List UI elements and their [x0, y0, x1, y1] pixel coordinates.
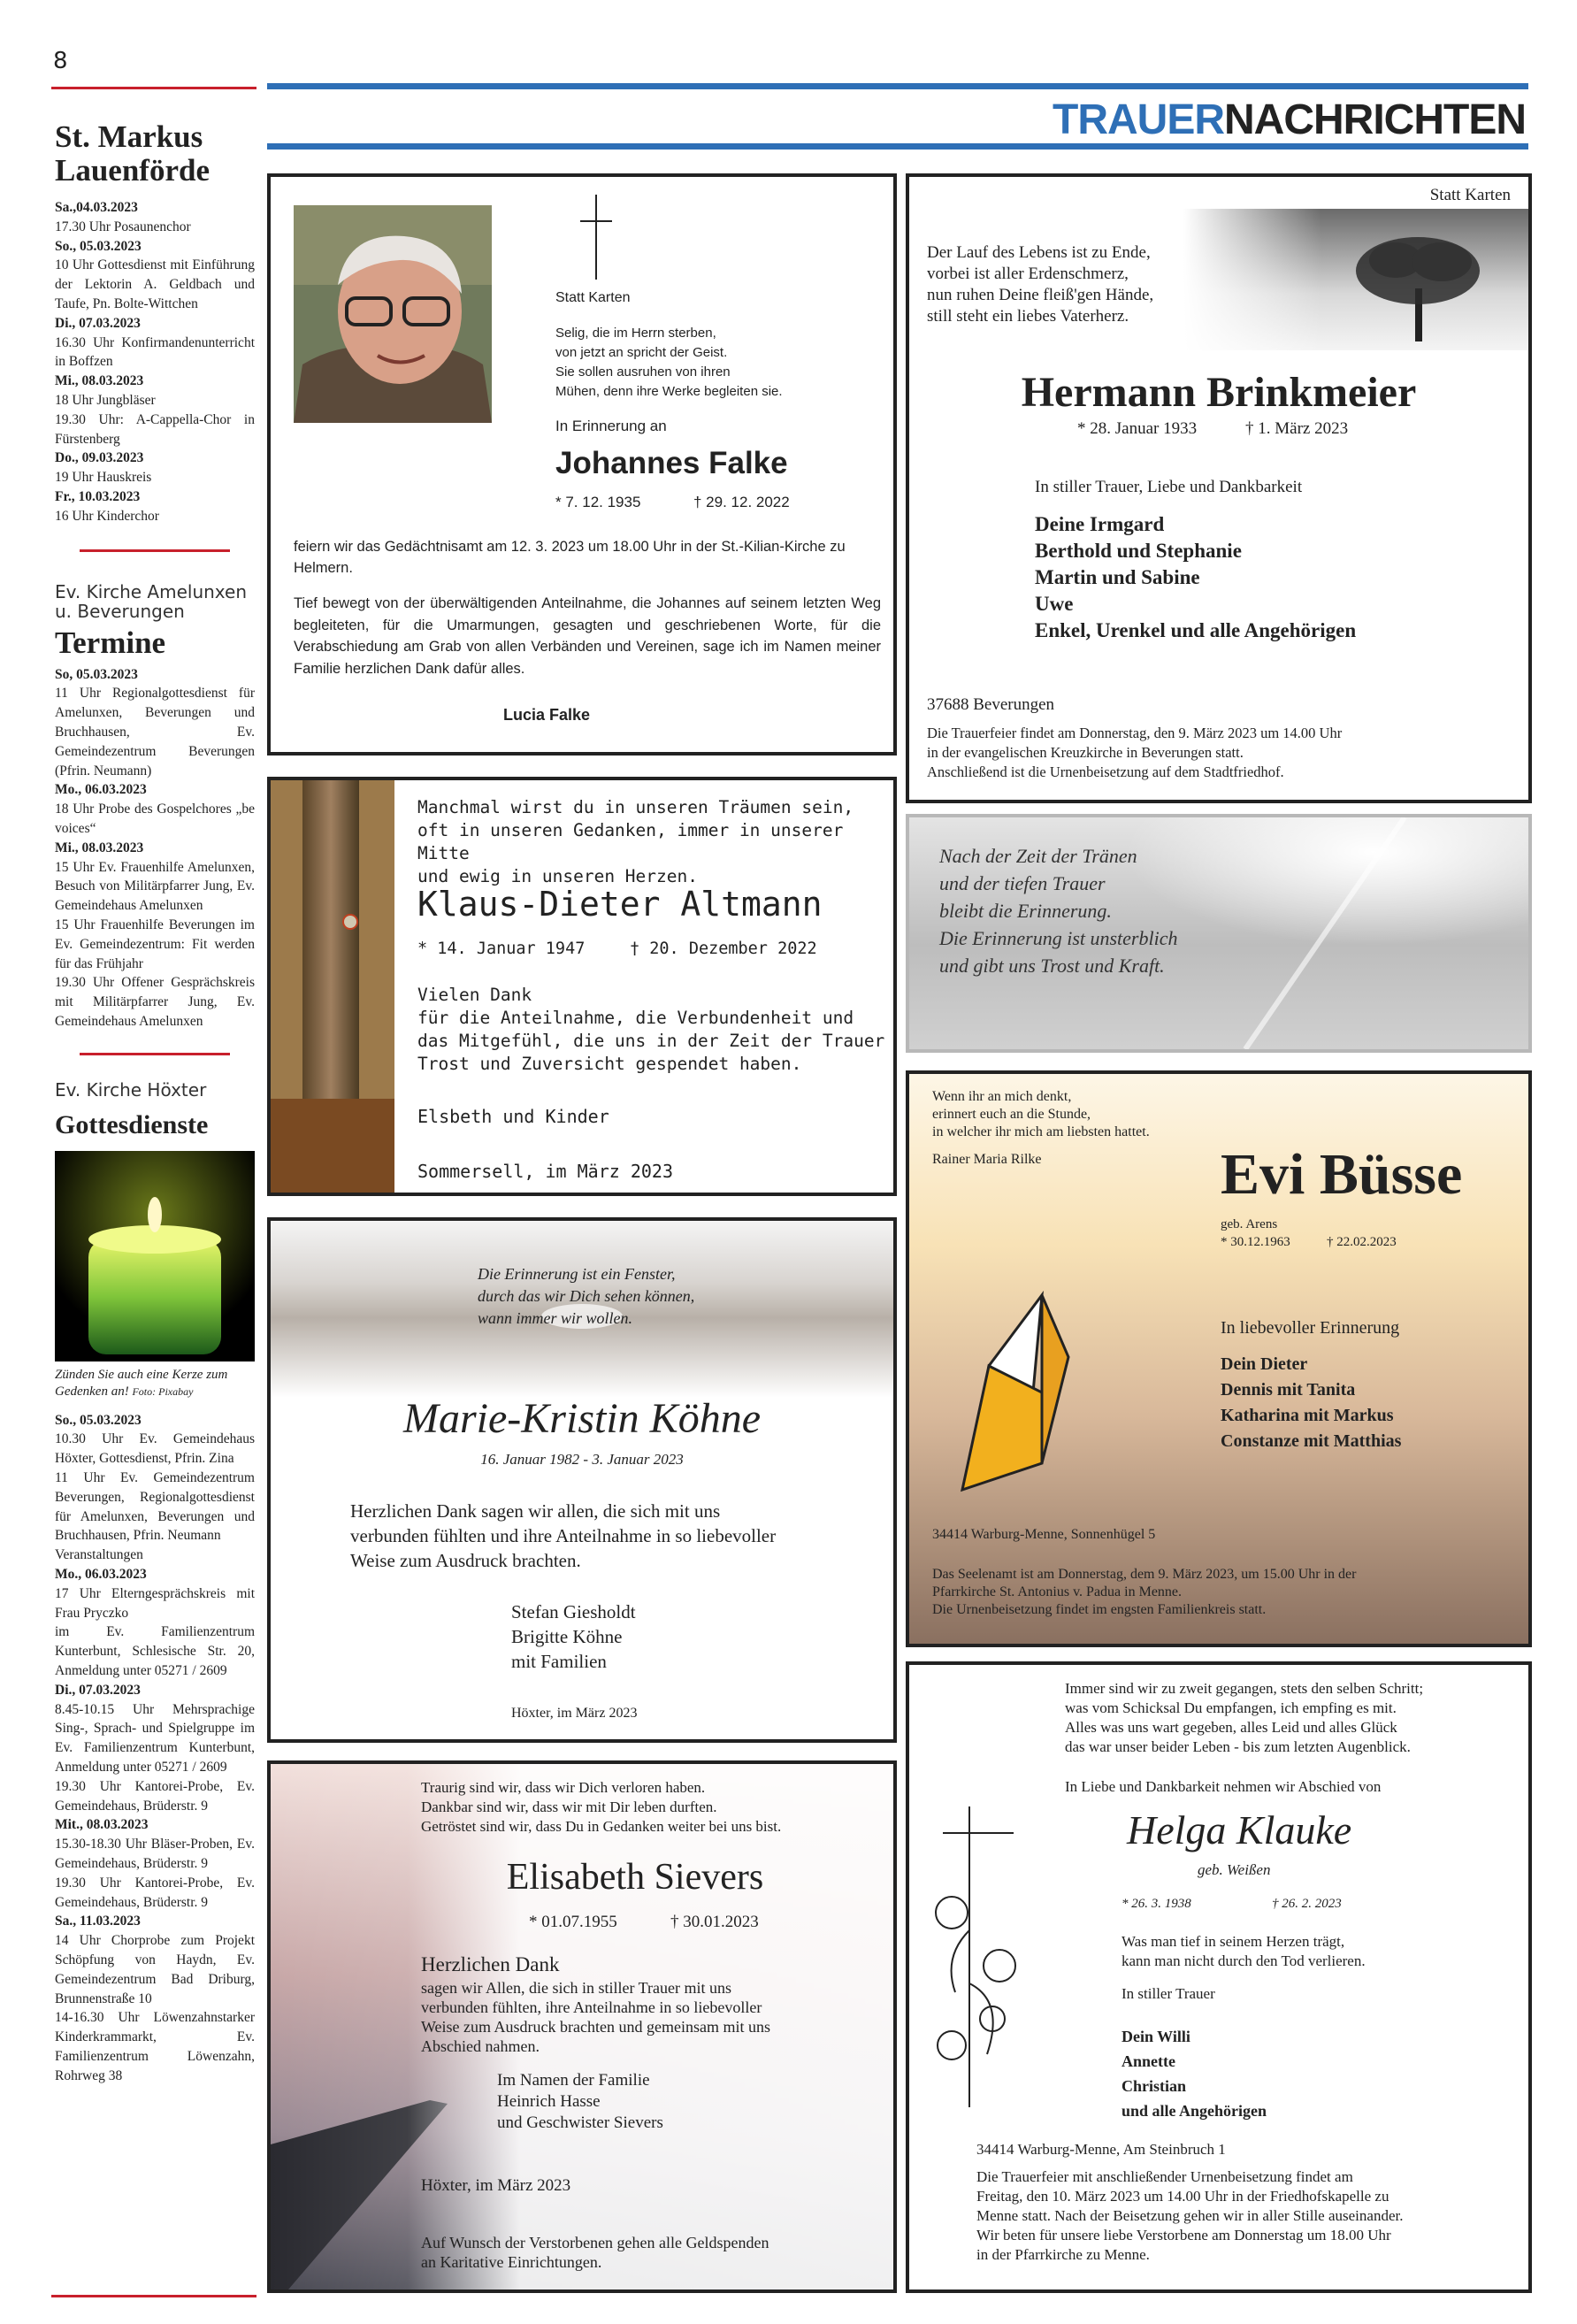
note-line: Anschließend ist die Urnenbeisetzung auf dem Stadtfriedhof. [927, 763, 1284, 780]
death-date: † 30.01.2023 [670, 1913, 759, 1931]
verse-line: das war unser beider Leben - bis zum letzten Augenblick. [1065, 1738, 1411, 1755]
verse [478, 1263, 694, 1330]
event-date: Sa., 11.03.2023 [55, 1914, 141, 1929]
event-date: Sa.,04.03.2023 [55, 200, 138, 215]
death-date: † 1. März 2023 [1245, 419, 1349, 438]
verse [932, 1088, 1150, 1141]
event-date: Mi., 08.03.2023 [55, 373, 144, 389]
family-member: Dein Willi [1122, 2028, 1190, 2045]
verse-line: durch das wir Dich sehen können, [478, 1287, 695, 1305]
quote-line: und der tiefen Trauer [939, 872, 1106, 894]
verse-line: Die Erinnerung ist ein Fenster, [478, 1265, 676, 1283]
event-item: 19.30 Uhr Kantorei-Probe, Ev. Gemeindehaus, Brüderstr. 9 [55, 1778, 255, 1814]
family-member: und alle Angehörigen [1122, 2102, 1267, 2120]
thanks-line: Abschied nahmen. [421, 2037, 540, 2055]
event-item: 15.30-18.30 Uhr Bläser-Proben, Ev. Gemeindehaus, Brüderstr. 9 [55, 1837, 255, 1872]
event-item: 17 Uhr Elterngesprächskreis mit Frau Pryczko [55, 1585, 255, 1621]
thanks [421, 1978, 770, 2056]
place: 34414 Warburg-Menne, Am Steinbruch 1 [976, 2141, 1226, 2158]
signature-line: Stefan Giesholdt [511, 1601, 636, 1622]
event-item: 16 Uhr Kinderchor [55, 508, 159, 524]
verse [1065, 1679, 1423, 1757]
quote-line: Nach der Zeit der Tränen [939, 845, 1137, 867]
event-item: 11 Uhr Ev. Gemeindezentrum Beverungen, Regionalgottesdienst für Amelunxen, Beverungen und Bruchhausen, Pfrin. Neumann [55, 1470, 255, 1544]
event-item: 19.30 Uhr Offener Gesprächskreis mit Militärpfarrer Jung, Ev. Gemeindehaus Amelunxen [55, 975, 255, 1029]
sidebar-title-2: Termine [55, 625, 166, 660]
note-line: Freitag, den 10. März 2023 um 14.00 Uhr in der Friedhofskapelle zu [976, 2188, 1389, 2205]
death-date: † 29. 12. 2022 [693, 494, 790, 510]
event-date: Do., 09.03.2023 [55, 450, 144, 466]
sidebar-list-1 [55, 198, 255, 526]
divider [51, 2295, 256, 2297]
birth-date: * 26. 3. 1938 [1122, 1897, 1191, 1911]
statt-karten: Statt Karten [555, 290, 631, 305]
quote-line: bleibt die Erinnerung. [939, 900, 1112, 922]
event-date: Mo., 06.03.2023 [55, 782, 147, 798]
divider [80, 549, 230, 552]
verse-line: in welcher ihr mich am liebsten hattet. [932, 1124, 1150, 1139]
birth-date: * 01.07.1955 [529, 1913, 617, 1931]
verse-line: oft in unseren Gedanken, immer in unserer Mitte [417, 820, 844, 863]
birth-date: * 14. Januar 1947 [417, 940, 586, 958]
deceased-name: Hermann Brinkmeier [1021, 369, 1417, 416]
verse-author: Rainer Maria Rilke [932, 1152, 1042, 1167]
obituary-falke [267, 173, 897, 755]
ceremony-note [927, 724, 1342, 782]
family-list [1035, 511, 1356, 644]
candle-caption: Zünden Sie auch eine Kerze zum Gedenken an! [55, 1367, 228, 1399]
place: 34414 Warburg-Menne, Sonnenhügel 5 [932, 1527, 1156, 1542]
event-date: Mo., 06.03.2023 [55, 1567, 147, 1583]
maiden-name: geb. Arens [1221, 1217, 1278, 1231]
intro: In liebevoller Erinnerung [1221, 1318, 1400, 1338]
thanks-line: Herzlichen Dank sagen wir allen, die sich mit uns [350, 1500, 721, 1522]
section-title [1053, 96, 1526, 144]
verse-line: von jetzt an spricht der Geist. [555, 345, 728, 360]
signature-line: Brigitte Köhne [511, 1626, 623, 1647]
family-member: Enkel, Urenkel und alle Angehörigen [1035, 619, 1357, 641]
title-black: NACHRICHTEN [1224, 96, 1526, 143]
sidebar-list-3 [55, 1411, 255, 2086]
family-list [1122, 2024, 1267, 2123]
event-date: Fr., 10.03.2023 [55, 488, 141, 504]
family-member: Constanze mit Matthias [1221, 1431, 1402, 1451]
ceremony-note [932, 1566, 1356, 1619]
thanks-line: Weise zum Ausdruck brachten und gemeinsam mit uns [421, 2018, 770, 2036]
verse-line: und ewig in unseren Herzen. [417, 866, 698, 886]
family-member: Dein Dieter [1221, 1354, 1308, 1374]
verse-line: Mühen, denn ihre Werke begleiten sie. [555, 384, 783, 399]
thanks-title: Herzlichen Dank [421, 1953, 560, 1975]
tree-trunk-photo [271, 780, 394, 1196]
divider [51, 87, 256, 89]
verse-line: Manchmal wirst du in unseren Träumen sein, [417, 797, 854, 817]
place-date: Höxter, im März 2023 [421, 2176, 571, 2195]
page-number: 8 [53, 48, 68, 74]
signature-line: Heinrich Hasse [497, 2092, 601, 2111]
event-date: So., 05.03.2023 [55, 238, 142, 254]
event-item: 17.30 Uhr Posaunenchor [55, 219, 191, 234]
note-line: Wir beten für unsere liebe Verstorbene am Donnerstag um 18.00 Uhr [976, 2227, 1391, 2243]
portrait-photo [294, 205, 492, 423]
event-item: 8.45-10.15 Uhr Mehrsprachige Sing-, Sprach- und Spielgruppe im Ev. Familienzentrum Kunterbunt, Anmeldung unter 05271 / 2609 [55, 1701, 255, 1776]
event-item: im Ev. Familienzentrum Kunterbunt, Schlesische Str. 20, Anmeldung unter 05271 / 2609 [55, 1624, 255, 1679]
event-item: 19 Uhr Hauskreis [55, 470, 152, 486]
event-date: So, 05.03.2023 [55, 666, 138, 682]
thanks-line: verbunden fühlten, ihre Anteilnahme in so liebevoller [421, 1998, 762, 2016]
verse-line: wann immer wir wollen. [478, 1309, 633, 1327]
verse-line: Traurig sind wir, dass wir Dich verloren haben. [421, 1779, 706, 1796]
title-blue: TRAUER [1053, 96, 1225, 143]
announcement: feiern wir das Gedächtnisamt am 12. 3. 2023 um 18.00 Uhr in der St.-Kilian-Kirche zu Helmern. [294, 539, 846, 576]
family-member: Dennis mit Tanita [1221, 1380, 1356, 1400]
family-list [1221, 1352, 1401, 1454]
obituary-koehne [267, 1217, 897, 1743]
note-line: Die Trauerfeier mit anschließender Urnenbeisetzung findet am [976, 2168, 1353, 2185]
verse-line: vorbei ist aller Erdenschmerz, [927, 265, 1129, 283]
deceased-name: Elisabeth Sievers [506, 1857, 764, 1898]
obituary-altmann [267, 777, 897, 1196]
thanks-line: verbunden fühlten und ihre Anteilnahme in so liebevoller [350, 1525, 777, 1546]
verse-line: Getröstet sind wir, dass Du in Gedanken weiter bei uns bist. [421, 1818, 782, 1835]
event-item: 14 Uhr Chorprobe zum Projekt Schöpfung von Haydn, Ev. Gemeindezentrum Bad Driburg, Brunnenstraße 10 [55, 1933, 255, 2006]
thanks-line: sagen wir Allen, die sich in stiller Trauer mit uns [421, 1979, 731, 1997]
birth-date: * 28. Januar 1933 [1077, 419, 1198, 438]
obituary-klauke [906, 1661, 1532, 2293]
signature-line: mit Familien [511, 1651, 607, 1672]
signature: Elsbeth und Kinder [417, 1106, 609, 1127]
verse [555, 324, 783, 402]
note-line: Pfarrkirche St. Antonius v. Padua in Menne. [932, 1584, 1183, 1599]
deceased-name: Johannes Falke [555, 446, 788, 480]
birth-date: * 7. 12. 1935 [555, 494, 641, 510]
quote-text [939, 842, 1177, 979]
place-date: Höxter, im März 2023 [511, 1706, 638, 1721]
family-member: Berthold und Stephanie [1035, 540, 1242, 562]
place-date: Sommersell, im März 2023 [417, 1161, 673, 1182]
deceased-name: Evi Büsse [1221, 1142, 1463, 1207]
family-member: Uwe [1035, 593, 1074, 615]
statt-karten: Statt Karten [1429, 186, 1511, 204]
place: 37688 Beverungen [927, 695, 1055, 714]
thanks-line: Trost und Zuversicht gespendet haben. [417, 1054, 802, 1074]
death-date: † 26. 2. 2023 [1272, 1897, 1342, 1911]
obituary-sievers [267, 1760, 897, 2293]
intro: In stiller Trauer, Liebe und Dankbarkeit [1035, 478, 1303, 496]
event-item: 10 Uhr Gottesdienst mit Einführung der Lektorin A. Geldbach und Taufe, Pn. Bolte-Wittchen [55, 257, 255, 311]
sidebar-title-3: Gottesdienste [55, 1109, 209, 1139]
note-line: in der Pfarrkirche zu Menne. [976, 2246, 1150, 2263]
sidebar [55, 120, 255, 2086]
cross-icon [577, 195, 616, 280]
intro-2: In stiller Trauer [1122, 1985, 1215, 2002]
verse-line: was vom Schicksal Du empfangen, ich empfing es mit. [1065, 1699, 1397, 1716]
sidebar-sub-2: Ev. Kirche Amelunxen u. Beverungen [55, 580, 248, 622]
maiden-name: geb. Weißen [1198, 1861, 1271, 1878]
header-bar-bottom [267, 143, 1528, 150]
sidebar-title-1: St. Markus Lauenförde [55, 119, 210, 188]
life-dates: 16. Januar 1982 - 3. Januar 2023 [480, 1451, 684, 1468]
verse-line: Selig, die im Herrn sterben, [555, 326, 716, 341]
deceased-name: Marie-Kristin Köhne [403, 1395, 761, 1442]
event-date: Mit., 08.03.2023 [55, 1817, 149, 1833]
intro: In Erinnerung an [555, 418, 667, 434]
family-member: Katharina mit Markus [1221, 1406, 1394, 1425]
header-bar-top [267, 83, 1528, 89]
event-date: Di., 07.03.2023 [55, 315, 141, 331]
event-item: 18 Uhr Probe des Gospelchores „be voices“ [55, 802, 255, 836]
photo-credit: Foto: Pixabay [132, 1384, 194, 1398]
obituary-buesse [906, 1070, 1532, 1647]
signature: Lucia Falke [502, 706, 591, 724]
verse-line: still steht ein liebes Vaterherz. [927, 307, 1129, 326]
thanks: Tief bewegt von der überwältigenden Anteilnahme, die Johannes auf seinem letzten Weg begleiteten, für die Umarmungen, gesagten und geschriebenen Worte, für die Verabschiedung am Grab von allen Verbänden und Vereinen, sage ich im Namen meiner Familie herzlichen Dank dafür alles. [294, 595, 881, 677]
family-member: Annette [1122, 2052, 1175, 2070]
event-item: 16.30 Uhr Konfirmandenunterricht in Boffzen [55, 334, 255, 370]
quote-line: kann man nicht durch den Tod verlieren. [1122, 1952, 1366, 1969]
verse-line: Alles was uns wart gegeben, alles Leid und alles Glück [1065, 1719, 1397, 1736]
note-line: Die Trauerfeier findet am Donnerstag, den 9. März 2023 um 14.00 Uhr [927, 725, 1343, 741]
obituary-brinkmeier [906, 173, 1532, 803]
tree-photo [1183, 209, 1528, 350]
event-item: 19.30 Uhr Kantorei-Probe, Ev. Gemeindehaus, Brüderstr. 9 [55, 1875, 255, 1910]
ceremony-note [976, 2167, 1403, 2265]
quote-line: Was man tief in seinem Herzen trägt, [1122, 1933, 1345, 1950]
sidebar-list-2 [55, 665, 255, 1032]
note-line: in der evangelischen Kreuzkirche in Beverungen statt. [927, 744, 1244, 761]
event-date: Mi., 08.03.2023 [55, 840, 144, 855]
note-line: an Karitative Einrichtungen. [421, 2253, 602, 2271]
signature-line: Im Namen der Familie [497, 2071, 650, 2090]
quote-line: Die Erinnerung ist unsterblich [939, 927, 1178, 949]
thanks-line: für die Anteilnahme, die Verbundenheit und [417, 1008, 854, 1028]
event-item: 11 Uhr Regionalgottesdienst für Amelunxen, Beverungen und Bruchhausen, Ev. Gemeindezentrum Beverungen (Pfrin. Neumann) [55, 686, 255, 779]
divider [80, 1053, 230, 1055]
cross-roses-icon [925, 1806, 1030, 2107]
signature [497, 2070, 663, 2134]
event-item: 15 Uhr Frauenhilfe Beverungen im Ev. Gemeindezentrum: Fit werden für das Frühjahr [55, 917, 255, 971]
verse [927, 242, 1153, 327]
thanks-line: Vielen Dank [417, 985, 532, 1005]
event-item: 18 Uhr Jungbläser [55, 392, 156, 408]
event-item: 19.30 Uhr: A-Cappella-Chor in Fürstenberg [55, 411, 255, 447]
verse [417, 796, 893, 888]
deceased-name: Helga Klauke [1127, 1807, 1352, 1852]
sidebar-sub-3: Ev. Kirche Höxter [55, 1078, 207, 1101]
event-item: 14-16.30 Uhr Löwenzahnstarker Kinderkrammarkt, Ev. Familienzentrum Löwenzahn, Rohrweg 38 [55, 2010, 255, 2083]
death-date: † 22.02.2023 [1327, 1235, 1397, 1249]
deceased-name: Klaus-Dieter Altmann [417, 885, 823, 924]
quote-line: und gibt uns Trost und Kraft. [939, 955, 1165, 977]
intro: In Liebe und Dankbarkeit nehmen wir Abschied von [1065, 1778, 1382, 1795]
event-item: Veranstaltungen [55, 1547, 143, 1563]
event-date: So., 05.03.2023 [55, 1412, 142, 1428]
verse [421, 1778, 781, 1837]
donation-note [421, 2233, 769, 2272]
thanks [417, 984, 884, 1076]
thanks [350, 1499, 776, 1573]
event-item: 10.30 Uhr Ev. Gemeindehaus Höxter, Gottesdienst, Pfrin. Zina [55, 1431, 255, 1467]
verse-line: Der Lauf des Lebens ist zu Ende, [927, 243, 1151, 262]
verse-line: nun ruhen Deine fleiß'gen Hände, [927, 286, 1154, 304]
family-member: Martin und Sabine [1035, 566, 1200, 588]
signature-line: und Geschwister Sievers [497, 2113, 663, 2132]
thanks-line: Weise zum Ausdruck brachten. [350, 1550, 581, 1571]
note-line: Auf Wunsch der Verstorbenen gehen alle Geldspenden [421, 2234, 769, 2251]
event-date: Di., 07.03.2023 [55, 1682, 141, 1698]
verse-line: Dankbar sind wir, dass wir mit Dir leben durften. [421, 1799, 717, 1815]
birth-date: * 30.12.1963 [1221, 1235, 1290, 1249]
note-line: Menne statt. Nach der Beisetzung gehen wir in aller Stille auseinander. [976, 2207, 1404, 2224]
verse-line: Wenn ihr an mich denkt, [932, 1089, 1072, 1104]
event-item: 15 Uhr Ev. Frauenhilfe Amelunxen, Besuch von Militärpfarrer Jung, Ev. Gemeindehaus Amelunxen [55, 859, 255, 914]
memorial-quote [906, 814, 1532, 1053]
verse-line: Sie sollen ausruhen von ihren [555, 364, 731, 380]
quote [1122, 1932, 1366, 1971]
note-line: Die Urnenbeisetzung findet im engsten Familienkreis statt. [932, 1602, 1267, 1617]
family-member: Christian [1122, 2077, 1187, 2095]
candle-photo [55, 1151, 255, 1361]
verse-line: erinnert euch an die Stunde, [932, 1107, 1091, 1122]
family-member: Deine Irmgard [1035, 513, 1165, 535]
thanks-line: das Mitgefühl, die uns in der Zeit der Trauer [417, 1031, 885, 1051]
note-line: Das Seelenamt ist am Donnerstag, dem 9. März 2023, um 15.00 Uhr in der [932, 1567, 1357, 1582]
verse-line: Immer sind wir zu zweit gegangen, stets den selben Schritt; [1065, 1680, 1424, 1697]
signature [511, 1599, 636, 1674]
death-date: † 20. Dezember 2022 [630, 940, 817, 958]
